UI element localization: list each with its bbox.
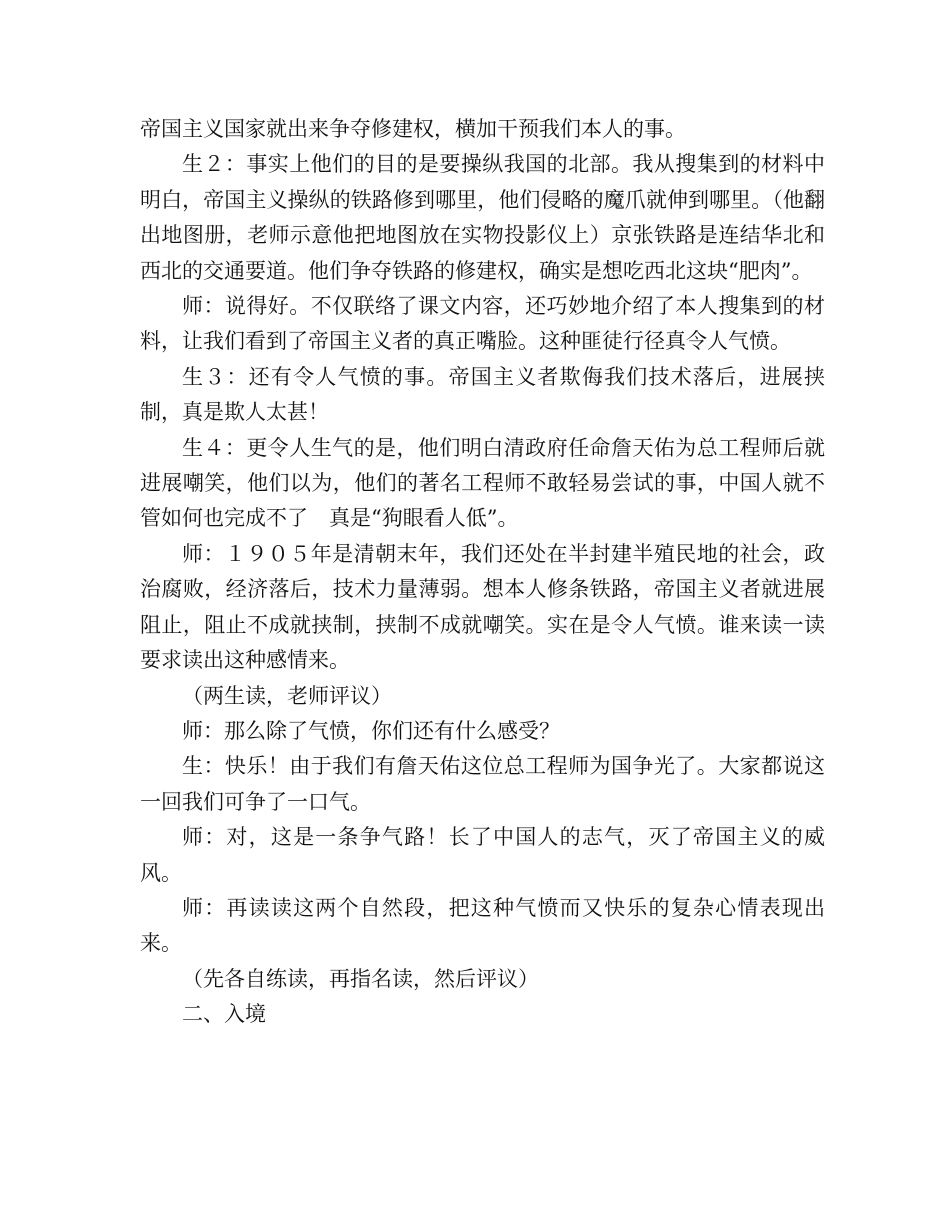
document-body bbox=[140, 112, 846, 1033]
paragraph-note-practice: （先各自练读，再指名读，然后评议） bbox=[182, 966, 539, 991]
paragraph-teacher-1905: 师：１９０５年是清朝末年，我们还处在半封建半殖民地的社会，政治腐败，经济落后，技术力量薄弱。想本人修条铁路，帝国主义者就进展阻止，阻止不成就挟制，挟制不成就嘲笑。实在是令人气愤。谁来读一读 要求读出这种感情来。 bbox=[140, 541, 846, 673]
paragraph-teacher-question: 师：那么除了气愤，你们还有什么感受？ bbox=[182, 718, 560, 743]
paragraph-note-reading: （两生读，老师评议） bbox=[182, 683, 392, 708]
paragraph-teacher-praise: 师：说得好。不仅联络了课文内容，还巧妙地介绍了本人搜集到的材料，让我们看到了帝国主义者的真正嘴脸。这种匪徒行径真令人气愤。 bbox=[140, 294, 825, 354]
paragraph-student-4: 生４：更令人生气的是，他们明白清政府任命詹天佑为总工程师后就进展嘲笑，他们以为，他们的著名工程师不敢轻易尝试的事，中国人就不管如何也完成不了 真是“狗眼看人低”。 bbox=[140, 435, 825, 531]
paragraph-continuation: 帝国主义国家就出来争夺修建权，横加干预我们本人的事。 bbox=[140, 117, 686, 141]
paragraph-student-2: 生２：事实上他们的目的是要操纵我国的北部。我从搜集到的材料中明白，帝国主义操纵的铁路修到哪里，他们侵略的魔爪就伸到哪里。（他翻出地图册，老师示意他把地图放在实物投影仪上）京张铁路是连结华北和西北的交通要道。他们争夺铁路的修建权，确实是想吃西北这块“肥肉”。 bbox=[140, 152, 825, 283]
section-heading-2: 二、入境 bbox=[182, 1002, 266, 1027]
paragraph-teacher-reread: 师：再读读这两个自然段，把这种气愤而又快乐的复杂心情表现出来。 bbox=[140, 895, 825, 956]
paragraph-teacher-pride: 师：对，这是一条争气路！长了中国人的志气，灭了帝国主义的威风。 bbox=[140, 825, 825, 885]
paragraph-student-happy: 生：快乐！由于我们有詹天佑这位总工程师为国争光了。大家都说这一回我们可争了一口气。 bbox=[140, 754, 825, 814]
paragraph-student-3: 生３：还有令人气愤的事。帝国主义者欺侮我们技术落后，进展挟制，真是欺人太甚！ bbox=[140, 364, 825, 425]
